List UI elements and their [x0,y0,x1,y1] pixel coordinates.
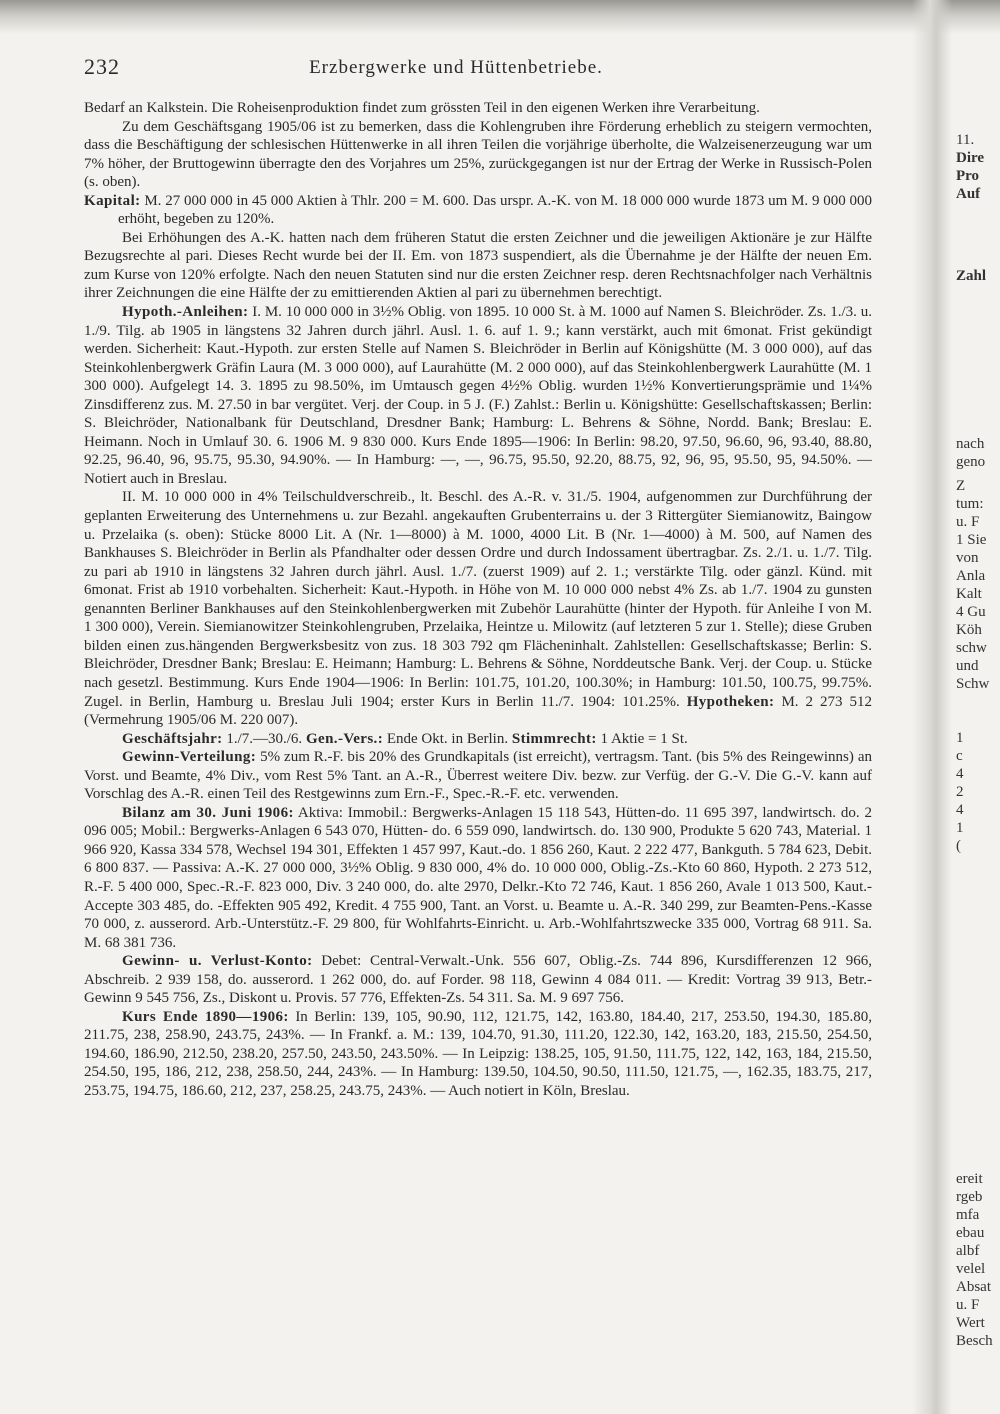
adjacent-page-line: geno [956,454,986,470]
section-heading: Geschäftsjahr: [122,730,223,747]
adjacent-page-line: und [956,658,979,674]
adjacent-page-line: Z [956,478,966,494]
adjacent-page-line: 1 [956,730,964,746]
section-heading: Gewinn- u. Verlust-Konto: [122,953,313,970]
section-heading: Hypoth.-Anleihen: [122,304,249,321]
adjacent-page-line: 4 [956,802,964,818]
adjacent-page-line: Kalt [956,586,982,602]
adjacent-page-line: ebau [956,1225,985,1241]
adjacent-page-line: 11. [956,132,975,148]
section-heading: Gen.-Vers.: [305,730,384,747]
paragraph-text: Bei Erhöhungen des A.-K. hatten nach dem früheren Statut die ersten Zeichner und die jeweiligen Aktionäre je zur Hälfte Bezugsrechte al pari. Dieses Recht wurde bei der II. Em. von 1873 suspendiert, als die Übernahme je der Hälfte der neuen Em. zum Kurse von 120% erfolgte. Nach den neuen Statuten sind nur die ersten Zeichner resp. deren Rechtsnachfolger nach Verhältnis ihrer Zeichnungen die eine Hälfte der zu emittierenden Aktien al pari zu übernehmen berechtigt. [84,229,872,302]
adjacent-page-line: Absat [956,1279,991,1295]
page-number: 232 [84,54,120,79]
paragraph-text: I. M. 10 000 000 in 3½% Oblig. von 1895. 10 000 St. à M. 1000 auf Namen S. Bleichröder. Zs. 1./3. u. 1./9. Tilg. ab 1905 in längstens 32 Jahren durch jährl. Ausl. 1. 6. auf 1. 9.; kann verstärkt, auch mit 6monat. Frist gekündigt werden. Sicherheit: Kaut.-Hypoth. zur ersten Stelle auf Namen S. Bleichröder in Berlin auf Königshütte (M. 3 000 000), auf das Steinkohlenbergwerk Gräfin Laura (M. 3 000 000), auf Laurahütte (M. 2 000 000), auf das Steinkohlenbergwerk Laurahütte (M. 1 300 000). Aufgelegt 14. 3. 1895 zu 98.50%, im Umtausch gegen 4½% Oblig. wurden 1½% Konvertierungsprämie und 1¼% Zinsdifferenz zus. M. 27.50 in bar vergütet. Verj. der Coup. in 5 J. (F.) Zahlst.: Berlin u. Königshütte: Gesellschaftskassen; Berlin: S. Bleichröder, Nationalbank für Deutschland, Dresdner Bank; Hamburg: L. Behrens & Söhne, Nordd. Bank; Breslau: E. Heimann. Noch in Umlauf 30. 6. 1906 M. 9 830 000. Kurs Ende 1895—1906: In Berlin: 98.20, 97.50, 96.60, 96, 93.40, 88.80, 92.25, 96.40, 96, 95.75, 95.30, 94.90%. — In Hamburg: —, —, 96.75, 95.50, 92.20, 88.75, 92, 96, 95, 95.50, 95, 94.50%. — Notiert auch in Breslau. [84,304,872,487]
adjacent-page-line: nach [956,436,985,452]
adjacent-page-line: Auf [956,186,981,202]
paragraph-text: 1./7.—30./6. [222,730,306,747]
adjacent-page-line: 2 [956,784,964,800]
scan-top-shadow [0,0,1000,34]
paragraph-p1 [84,99,872,118]
paragraph-text: M. 2 273 512 (Vermehrung 1905/06 M. 220 007). [84,693,872,729]
paragraph-p5 [84,303,872,488]
adjacent-page-line: c [956,748,963,764]
adjacent-page-line: von [956,550,979,566]
paragraph-text: 1 Aktie = 1 St. [596,730,688,747]
paragraph-text: II. M. 10 000 000 in 4% Teilschuldverschreib., lt. Beschl. des A.-R. v. 31./5. 1904, aufgenommen zur Durchführung der geplanten Erweiterung des Unternehmens u. zur Bezahl. angekauften Grubenterrains u. der 3 Rittergüter Siemianowitz, Baingow u. Przelaika (s. oben): Stücke 8000 Lit. A (Nr. 1—8000) à M. 1000, 4000 Lit. B (Nr. 1—4000) à M. 500, auf Namen des Bankhauses S. Bleichröder in Berlin als Pfandhalter oder dessen Ordre und durch Indossament übertragbar. Zs. 2./1. u. 1./7. Tilg. zu pari ab 1910 in längstens 32 Jahren durch jährl. Ausl. 1./7. (zuerst 1909) auf 2. 1.; verstärkte Tilg. oder gänzl. Künd. mit 6monat. Frist ab 1910 vorbehalten. Sicherheit: Kaut.-Hypoth. in Höhe von M. 10 000 000 nebst 4% Zs. ab 1./7. 1904 zu gunsten genannten Berliner Bankhauses auf den Steinkohlenbergwerken mit Zubehör Laurahütte (hinter der Hypoth. für Anleihe I von M. 1 300 000), Verein. Siemianowitzer Steinkohlengruben, Przelaika, Heintze u. Milowitz (auf letzteren 5 zur 1. Stelle); diese Gruben bilden einen zus.hängenden Bergwerksbesitz von zus. 18 303 792 qm Flächeninhalt. Zahlstellen: Gesellschaftskasse; Berlin: S. Bleichröder, Dresdner Bank; Breslau: E. Heimann; Hamburg: L. Behrens & Söhne, Norddeutsche Bank. Verj. der Coup. u. Stücke nach gesetzl. Bestimmung. Kurs Ende 1904—1906: In Berlin: 101.75, 101.20, 100.30%; in Hamburg: 101.50, 100.75, 99.75%. Zugel. in Berlin, Hamburg u. Breslau Juli 1904; erster Kurs in Berlin 11./7. 1904: 101.25%. [84,489,872,710]
paragraph-p8 [84,748,872,804]
paragraph-p7 [84,730,872,749]
page-gutter-shadow [912,0,952,1414]
paragraph-text: Aktiva: Immobil.: Bergwerks-Anlagen 15 118 543, Hütten-do. 11 695 397, landwirtsch. do. 2 096 005; Mobil.: Bergwerks-Anlagen 6 543 070, Hütten- do. 6 559 090, landwirtsch. do. 130 900, Produkte 5 620 743, Material. 1 966 920, Kassa 334 578, Wechsel 194 301, Effekten 1 457 997, Kaut.-do. 1 856 260, Kaut. 2 222 477, Bankguth. 5 784 623, Debit. 6 800 837. — Passiva: A.-K. 27 000 000, 3½% Oblig. 9 830 000, 4% do. 10 000 000, Oblig.-Zs.-Kto 60 860, Hypoth. 2 273 512, R.-F. 5 400 000, Spec.-R.-F. 823 000, Div. 3 240 000, do. alte 2970, Delkr.-Kto 72 746, Kaut. 1 856 260, Avale 1 013 500, Kaut.-Accepte 303 485, do. -Effekten 905 492, Kredit. 4 755 900, Tant. an Vorst. u. Beamte u. A.-R. 340 299, zur Beamten-Pens.-Kasse 70 000, z. ausserord. Arb.-Unterstütz.-F. 29 800, für Wohlfahrts-Einricht. u. Arb.-Wohlfahrtszwecke 335 000, Vortrag 68 911. Sa. M. 68 381 736. [84,804,872,951]
paragraph-p10 [84,952,872,1008]
paragraph-p9 [84,804,872,952]
adjacent-page-line: ( [956,838,961,854]
section-heading: Kapital: [84,192,141,209]
paragraph-p2 [84,118,872,192]
adjacent-page-line: ereit [956,1171,983,1187]
adjacent-page-fragment [956,118,1000,1378]
paragraph-text: 5% zum R.-F. bis 20% des Grundkapitals (ist erreicht), vertragsm. Tant. (bis 5% des Reingewinns) an Vorst. und Beamte, 4% Div., vom Rest 5% Tant. an A.-R., Überrest weitere Div. bezw. zur Verfüg. der G.-V. Die G.-V. kann auf Vorschlag des A.-R. einen Teil des Restgewinns zum Ern.-F., Spec.-R.-F. etc. verwenden. [84,749,872,803]
paragraph-text: Ende Okt. in Berlin. [383,730,512,747]
adjacent-page-line: Wert [956,1315,985,1331]
adjacent-page-line: albf [956,1243,980,1259]
adjacent-page-line: tum: [956,496,984,512]
adjacent-page-line: u. F [956,514,980,530]
adjacent-page-line: velel [956,1261,986,1277]
page-header [0,54,912,84]
adjacent-page-line: rgeb [956,1189,983,1205]
adjacent-page-line: u. F [956,1297,980,1313]
paragraph-p4 [84,229,872,303]
main-text-column [84,99,872,1379]
section-heading: Kurs Ende 1890—1906: [122,1008,289,1025]
paragraph-text: Debet: Central-Verwalt.-Unk. 556 607, Oblig.-Zs. 744 896, Kursdifferenzen 12 966, Abschreib. 2 939 158, do. ausserord. 1 262 000, do. auf Forder. 98 118, Gewinn 4 084 011. — Kredit: Vortrag 39 913, Betr.-Gewinn 9 545 756, Zs., Diskont u. Provis. 57 776, Effekten-Zs. 54 311. Sa. M. 9 697 756. [84,953,872,1007]
adjacent-page-line: 1 Sie [956,532,987,548]
adjacent-page-line: 4 Gu [956,604,986,620]
paragraph-p6 [84,488,872,729]
adjacent-page-line: mfa [956,1207,980,1223]
adjacent-page-line: schw [956,640,987,656]
section-heading: Stimmrecht: [511,730,597,747]
paragraph-text: M. 27 000 000 in 45 000 Aktien à Thlr. 200 = M. 600. Das urspr. A.-K. von M. 18 000 000 wurde 1873 um M. 9 000 000 erhöht, begeben zu 120%. [118,192,872,228]
paragraph-p11 [84,1008,872,1101]
running-title: Erzbergwerke und Hüttenbetriebe. [309,57,603,78]
adjacent-page-line: Anla [956,568,986,584]
adjacent-page-line: Schw [956,676,990,692]
adjacent-page-line: Pro [956,168,980,184]
section-heading: Bilanz am 30. Juni 1906: [122,804,294,821]
adjacent-page-line: Köh [956,622,982,638]
adjacent-page-line: Zahl [956,268,987,284]
adjacent-page-line: 1 [956,820,964,836]
section-heading: Hypotheken: [686,693,775,710]
adjacent-page-line: 4 [956,766,964,782]
paragraph-text: Zu dem Geschäftsgang 1905/06 ist zu bemerken, dass die Kohlengruben ihre Förderung erheblich zu steigern vermochten, dass die Beschäftigung der schlesischen Hüttenwerke in all ihren Teilen die vorjährige überholte, die Walzeisenerzeugung war um 7% höher, der Bruttogewinn überragte den des Vorjahres um 25%, zurückgegangen ist nur der Ertrag der Werke in Russisch-Polen (s. oben). [84,118,872,191]
paragraph-p3 [84,192,872,229]
paragraph-text: Bedarf an Kalkstein. Die Roheisenproduktion findet zum grössten Teil in den eigenen Werken ihre Verarbeitung. [84,100,760,116]
adjacent-page-line: Besch [956,1333,993,1349]
adjacent-page-line: Dire [956,150,985,166]
paragraph-text: In Berlin: 139, 105, 90.90, 112, 121.75, 142, 163.80, 184.40, 217, 253.50, 194.30, 185.80, 211.75, 238, 258.90, 243.75, 243%. — In Frankf. a. M.: 139, 104.70, 91.30, 111.20, 122.30, 142, 163.20, 183, 215.50, 254.50, 194.60, 186.90, 212.50, 238.20, 257.50, 243.50, 243.50%. — In Leipzig: 138.25, 105, 91.50, 111.75, 122, 142, 163, 184, 215.50, 254.50, 195, 186, 212, 238, 258.50, 244, 243%. — In Hamburg: 139.50, 104.50, 90.50, 111.50, 121.75, —, 162.35, 183.75, 217, 253.75, 194.75, 186.60, 212, 237, 258.25, 243.75, 243%. — Auch notiert in Köln, Breslau. [84,1008,872,1099]
section-heading: Gewinn-Verteilung: [122,749,257,766]
